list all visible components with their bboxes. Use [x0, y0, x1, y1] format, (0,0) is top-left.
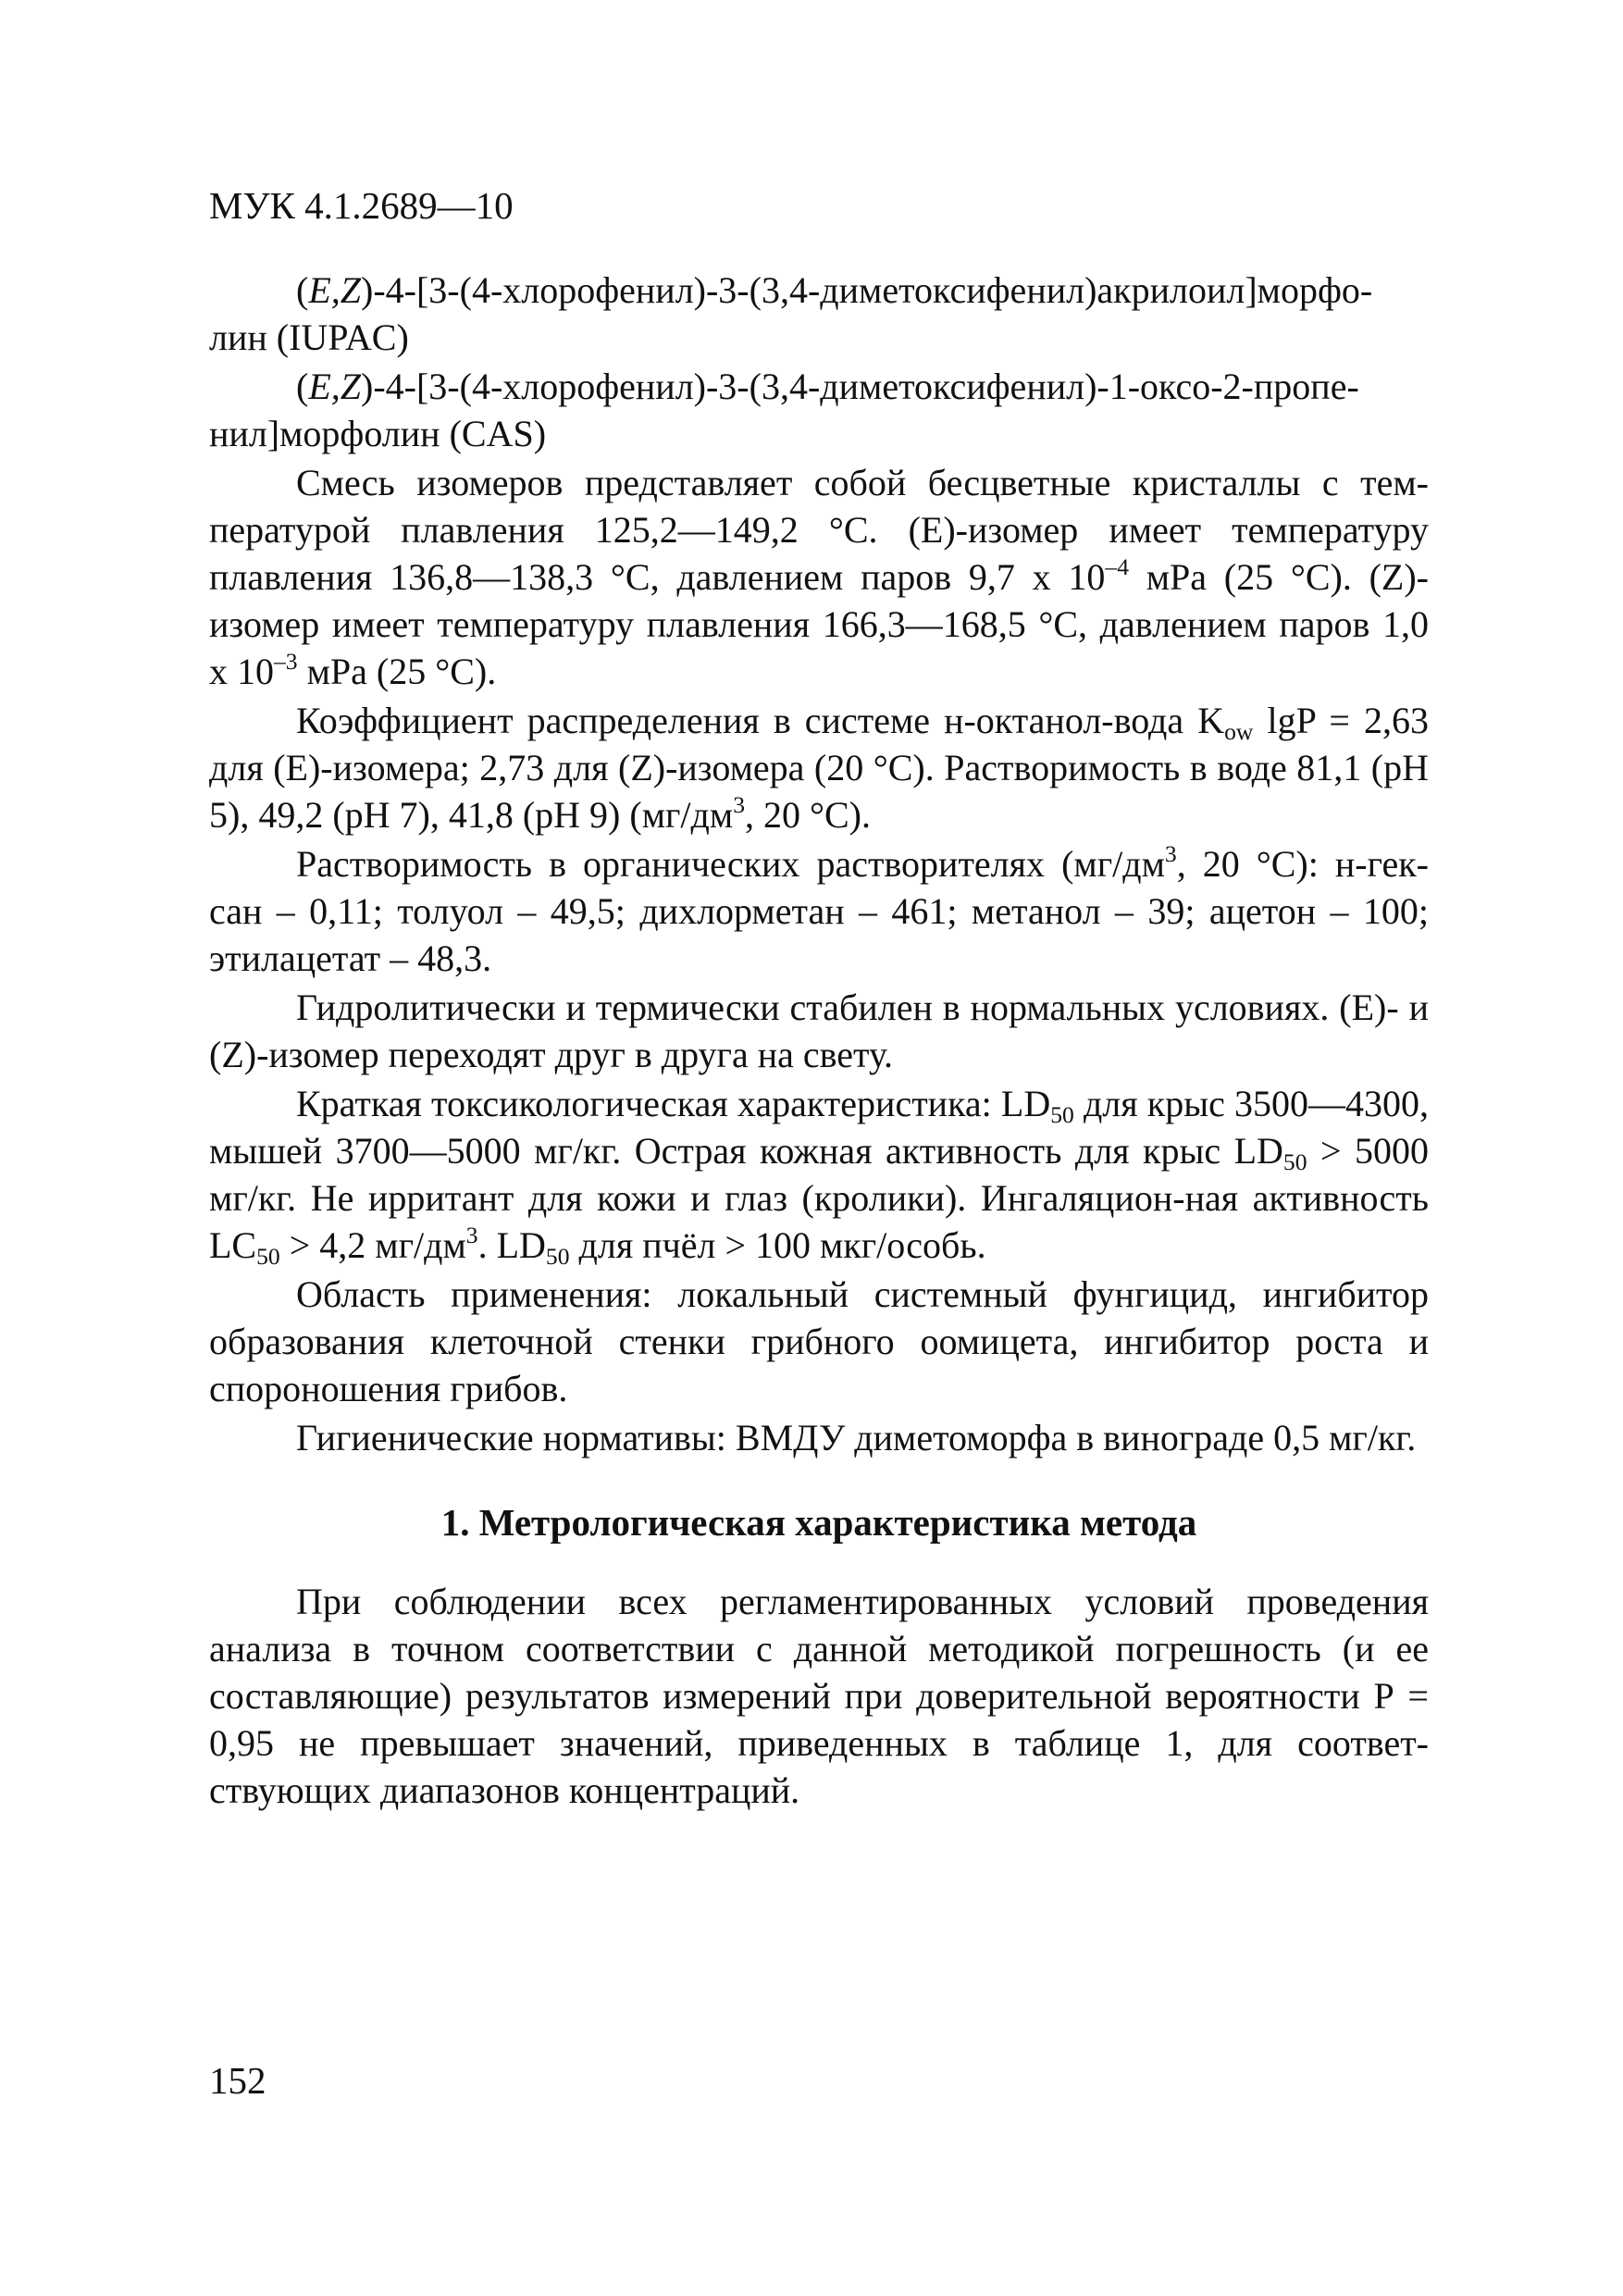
cas-prefix: (: [296, 366, 309, 407]
solubility-text-b: , 20 °С): н-гек-сан – 0,11; толуол – 49,5; дихлорметан – 461; метанол – 39; ацетон – 100; этилацетат – 48,3.: [209, 843, 1429, 979]
isomers-exponent-1: –4: [1105, 553, 1129, 581]
tox-text-4: > 4,2 мг/дм: [279, 1224, 466, 1266]
iupac-name-text: )-4-[3-(4-хлорофенил)-3-(3,4-диметоксифенил)акрилоил]морфо-лин (IUPAC): [209, 269, 1373, 358]
tox-text-3: > 5000 мг/кг. Не ирритант для кожи и глаз (кролики). Ингаляцион-ная активность LC: [209, 1130, 1429, 1266]
kow-subscript: ow: [1224, 718, 1254, 746]
stability-paragraph: Гидролитически и термически стабилен в нормальных условиях. (Е)- и (Z)-изомер переходят друг в друга на свету.: [209, 987, 1429, 1075]
isomers-text-b: мРа (25 °С). (Z)-изомер имеет температуру плавления 166,3—168,5 °С, давлением паров 1,0 х 10: [209, 556, 1430, 692]
hygiene-paragraph: Гигиенические нормативы: ВМДУ диметоморфа в винограде 0,5 мг/кг.: [296, 1417, 1417, 1458]
tox-superscript-4: 3: [465, 1222, 478, 1249]
isomers-paragraph: [209, 459, 1429, 695]
application-paragraph: Область применения: локальный системный фунгицид, ингибитор образования клеточной стенки грибного оомицета, ингибитор роста и спороношения грибов.: [209, 1273, 1429, 1409]
tox-text-5: . LD: [477, 1224, 546, 1266]
cas-name-paragraph: [209, 363, 1429, 457]
tox-text-1: Краткая токсикологическая характеристика: LD: [296, 1083, 1051, 1124]
solubility-paragraph: [209, 840, 1429, 982]
section-paragraph: При соблюдении всех регламентированных условий проведения анализа в точном соответствии с данной методикой погрешность (и ее составляющие) результатов измерений при доверительной вероятности Р = 0,95 не превышает значений, приведенных в таблице 1, для соответ-ствующих диапазонов концентраций.: [209, 1581, 1429, 1811]
section-heading: 1. Метрологическая характеристика метода: [440, 1501, 1197, 1544]
isomers-exponent-2: –3: [274, 648, 298, 676]
partition-coefficient-paragraph: [209, 697, 1429, 838]
toxicology-paragraph: [209, 1080, 1429, 1269]
kow-text-c: , 20 °С).: [745, 794, 871, 836]
kow-superscript: 3: [733, 791, 745, 819]
isomers-text-c: мРа (25 °С).: [297, 651, 497, 692]
kow-text-b: lgP = 2,63 для (Е)-изомера; 2,73 для (Z)-изомера (20 °С). Растворимость в воде 81,1 (pH 5), 49,2 (pH 7), 41,8 (pH 9) (мг/дм: [209, 700, 1429, 836]
page-number: 152: [209, 2059, 266, 2102]
document-code-header: МУК 4.1.2689—10: [209, 184, 514, 227]
iupac-prefix: (: [296, 269, 309, 311]
cas-name-text: )-4-[3-(4-хлорофенил)-3-(3,4-диметоксифенил)-1-оксо-2-пропе-нил]морфолин (CAS): [209, 366, 1359, 454]
kow-text-a: Коэффициент распределения в системе н-октанол-вода K: [296, 700, 1225, 741]
tox-subscript-1: 50: [1050, 1101, 1074, 1129]
document-body: [209, 267, 1429, 1814]
tox-text-2: для крыс 3500—4300, мышей 3700—5000 мг/кг. Острая кожная активность для крыс LD: [209, 1083, 1429, 1172]
iupac-name-paragraph: [209, 267, 1429, 361]
tox-subscript-2: 50: [1282, 1148, 1307, 1176]
isomers-text-a: Смесь изомеров представляет собой бесцветные кристаллы с тем-пературой плавления 125,2—149,2 °С. (Е)-изомер имеет температуру плавления 136,8—138,3 °С, давлением паров 9,7 х 10: [209, 462, 1429, 598]
tox-subscript-3: 50: [256, 1243, 280, 1271]
iupac-stereo-descriptor: E,Z: [308, 269, 362, 311]
tox-subscript-5: 50: [545, 1243, 570, 1271]
tox-text-6: для пчёл > 100 мкг/особь.: [569, 1224, 986, 1266]
solubility-text-a: Растворимость в органических растворителях (мг/дм: [296, 843, 1165, 885]
cas-stereo-descriptor: E,Z: [308, 366, 362, 407]
solubility-superscript: 3: [1164, 840, 1177, 868]
